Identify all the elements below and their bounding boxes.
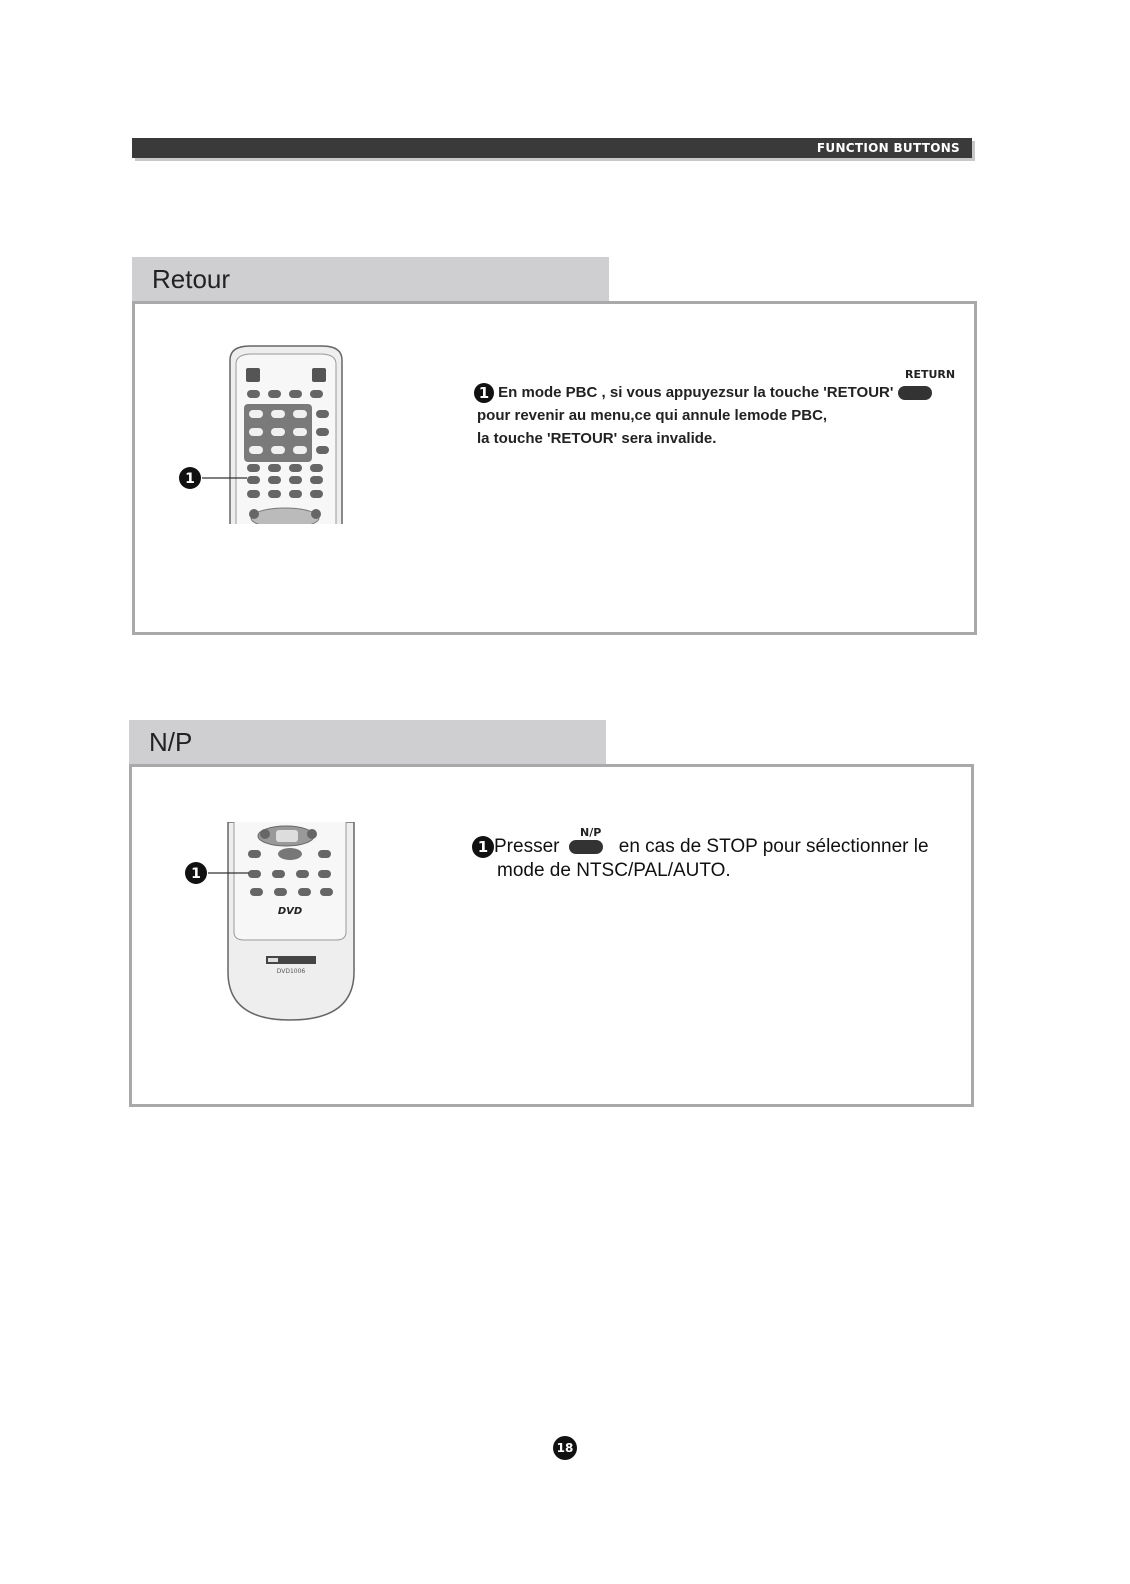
remote-control-bottom-illustration: [170, 822, 370, 1028]
page-number: 18: [553, 1436, 577, 1460]
remote-control-illustration: [170, 340, 370, 530]
np-text-after: en cas de STOP pour sélectionner le: [618, 836, 929, 857]
retour-text-line3: la touche 'RETOUR' sera invalide.: [477, 430, 717, 447]
section-title-retour: Retour: [132, 257, 609, 301]
remote-marker-number: 1: [185, 471, 195, 487]
step-badge: 1: [472, 836, 494, 858]
return-button-icon: [898, 386, 932, 400]
section-title-np: N/P: [129, 720, 606, 764]
return-button-caption: RETURN: [905, 368, 956, 381]
retour-text-line1: En mode PBC , si vous appuyezsur la touche 'RETOUR': [498, 384, 894, 401]
np-button-caption: N/P: [580, 826, 602, 839]
np-text-line2: mode de NTSC/PAL/AUTO.: [497, 860, 731, 881]
np-text-before: Presser: [494, 836, 560, 857]
retour-text-line2: pour revenir au menu,ce qui annule lemode PBC,: [477, 407, 828, 424]
retour-instruction-text: [474, 381, 932, 450]
np-instruction-text: [472, 835, 929, 883]
dvd-logo: DVD: [277, 906, 303, 917]
header-label: FUNCTION BUTTONS: [816, 141, 960, 155]
remote-marker-number: 1: [191, 866, 201, 882]
step-badge: 1: [474, 383, 494, 403]
np-button-icon: [569, 840, 603, 854]
section-header-bar: [132, 138, 972, 158]
remote-model-label: DVD1006: [276, 968, 306, 975]
